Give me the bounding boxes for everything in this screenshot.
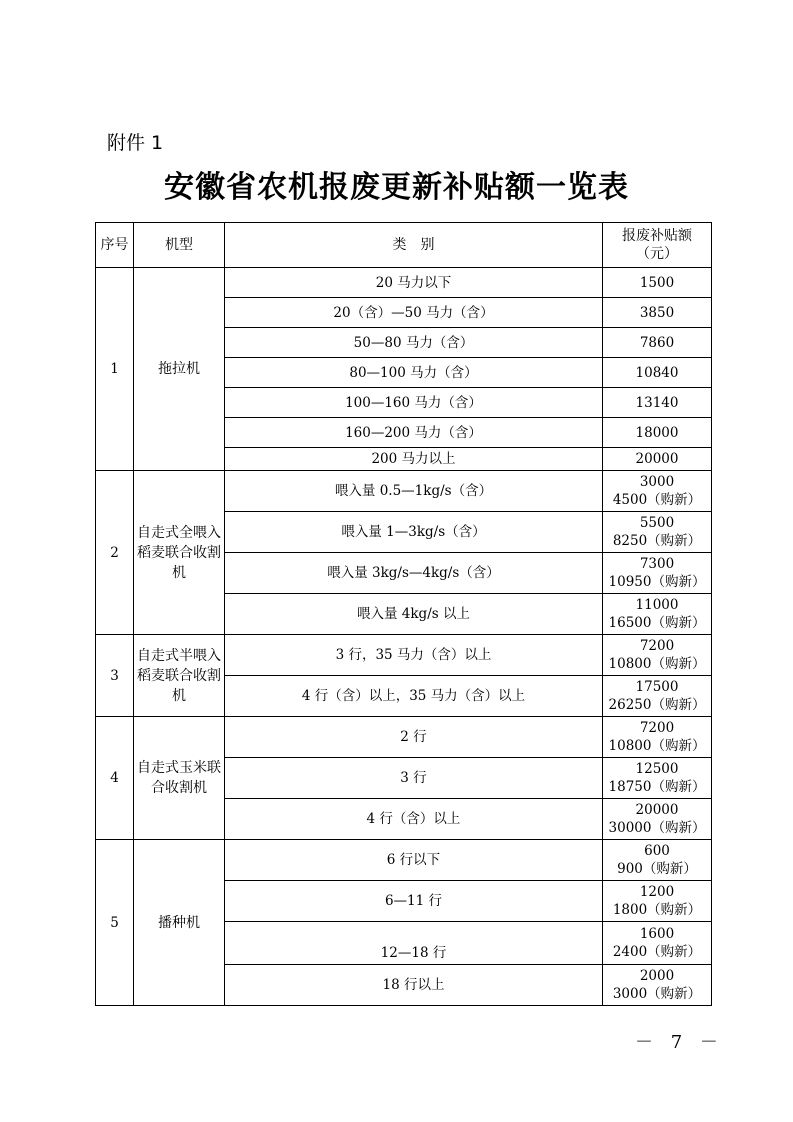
amount-value: 7200 (639, 638, 675, 654)
amount-cell: 20000 (603, 448, 712, 471)
amount-value: 1600 (639, 926, 675, 942)
amount-cell (603, 840, 712, 881)
amount-cell (603, 758, 712, 799)
amount-cell (603, 512, 712, 553)
category-cell: 6 行以下 (225, 840, 603, 881)
amount-new-value: 10800（购新） (608, 738, 706, 754)
amount-value: 5500 (639, 515, 675, 531)
header-index: 序号 (96, 223, 134, 268)
document-title: 安徽省农机报废更新补贴额一览表 (164, 170, 629, 205)
amount-cell (603, 676, 712, 717)
category-cell: 50—80 马力（含） (225, 328, 603, 358)
amount-new-value: 18750（购新） (608, 779, 706, 795)
amount-cell: 7860 (603, 328, 712, 358)
amount-new-value: 8250（购新） (612, 533, 702, 549)
amount-value: 1200 (639, 884, 675, 900)
amount-new-value: 1800（购新） (612, 902, 702, 918)
category-cell: 喂入量 0.5—1kg/s（含） (225, 471, 603, 512)
category-cell: 18 行以上 (225, 965, 603, 1006)
amount-cell: 18000 (603, 418, 712, 448)
category-cell: 喂入量 3kg/s—4kg/s（含） (225, 553, 603, 594)
group-index: 1 (96, 268, 134, 471)
group-model: 自走式玉米联合收割机 (137, 760, 221, 796)
amount-new-value: 10800（购新） (608, 656, 706, 672)
amount-new-value: 30000（购新） (608, 820, 706, 836)
table-row (96, 717, 712, 758)
group-model: 播种机 (134, 840, 225, 1006)
header-subsidy-unit: （元） (636, 246, 678, 262)
group-index: 3 (96, 635, 134, 717)
amount-new-value: 10950（购新） (608, 574, 706, 590)
amount-cell (603, 881, 712, 922)
amount-value: 7300 (639, 556, 675, 572)
amount-value: 7200 (639, 720, 675, 736)
category-cell: 100—160 马力（含） (225, 388, 603, 418)
table-row (96, 268, 712, 298)
category-cell: 喂入量 1—3kg/s（含） (225, 512, 603, 553)
group-model: 自走式全喂入稻麦联合收割机 (137, 524, 221, 581)
amount-new-value: 2400（购新） (612, 944, 702, 960)
table-row (96, 471, 712, 512)
category-cell: 160—200 马力（含） (225, 418, 603, 448)
amount-cell: 1500 (603, 268, 712, 298)
table-header-row (96, 223, 712, 268)
category-cell: 20（含）—50 马力（含） (225, 298, 603, 328)
attachment-label: 附件 1 (107, 132, 164, 154)
amount-value: 3000 (639, 474, 675, 490)
amount-cell: 13140 (603, 388, 712, 418)
group-index: 5 (96, 840, 134, 1006)
group-model: 拖拉机 (134, 268, 225, 471)
category-cell: 4 行（含）以上 (225, 799, 603, 840)
table-row (96, 840, 712, 881)
group-model-cell (134, 471, 225, 635)
category-cell: 12—18 行 (225, 922, 603, 965)
group-index: 4 (96, 717, 134, 840)
amount-cell (603, 922, 712, 965)
group-index: 2 (96, 471, 134, 635)
group-model: 自走式半喂入稻麦联合收割机 (137, 647, 221, 704)
subsidy-table (95, 222, 712, 1006)
header-subsidy-label: 报废补贴额 (622, 228, 692, 244)
amount-value: 2000 (639, 968, 675, 984)
amount-cell (603, 965, 712, 1006)
group-model-cell (134, 635, 225, 717)
amount-value: 600 (644, 843, 670, 859)
group-model-cell (134, 717, 225, 840)
amount-cell (603, 553, 712, 594)
amount-cell: 10840 (603, 358, 712, 388)
amount-value: 12500 (635, 761, 679, 777)
amount-cell (603, 717, 712, 758)
amount-cell (603, 594, 712, 635)
amount-value: 17500 (635, 679, 679, 695)
category-cell: 6—11 行 (225, 881, 603, 922)
page-number: － 7 － (635, 1032, 724, 1053)
header-model: 机型 (134, 223, 225, 268)
amount-new-value: 3000（购新） (612, 986, 702, 1002)
amount-new-value: 900（购新） (617, 861, 697, 877)
amount-value: 11000 (635, 597, 679, 613)
amount-cell: 3850 (603, 298, 712, 328)
amount-new-value: 26250（购新） (608, 697, 706, 713)
category-cell: 200 马力以上 (225, 448, 603, 471)
amount-new-value: 16500（购新） (608, 615, 706, 631)
category-cell: 3 行，35 马力（含）以上 (225, 635, 603, 676)
category-cell: 80—100 马力（含） (225, 358, 603, 388)
category-cell: 喂入量 4kg/s 以上 (225, 594, 603, 635)
category-cell: 4 行（含）以上，35 马力（含）以上 (225, 676, 603, 717)
category-cell: 2 行 (225, 717, 603, 758)
category-cell: 20 马力以下 (225, 268, 603, 298)
header-category: 类 别 (225, 223, 603, 268)
amount-value: 20000 (635, 802, 679, 818)
amount-new-value: 4500（购新） (612, 492, 702, 508)
amount-cell (603, 799, 712, 840)
header-subsidy (603, 223, 712, 268)
amount-cell (603, 471, 712, 512)
amount-cell (603, 635, 712, 676)
category-cell: 3 行 (225, 758, 603, 799)
table-row (96, 635, 712, 676)
